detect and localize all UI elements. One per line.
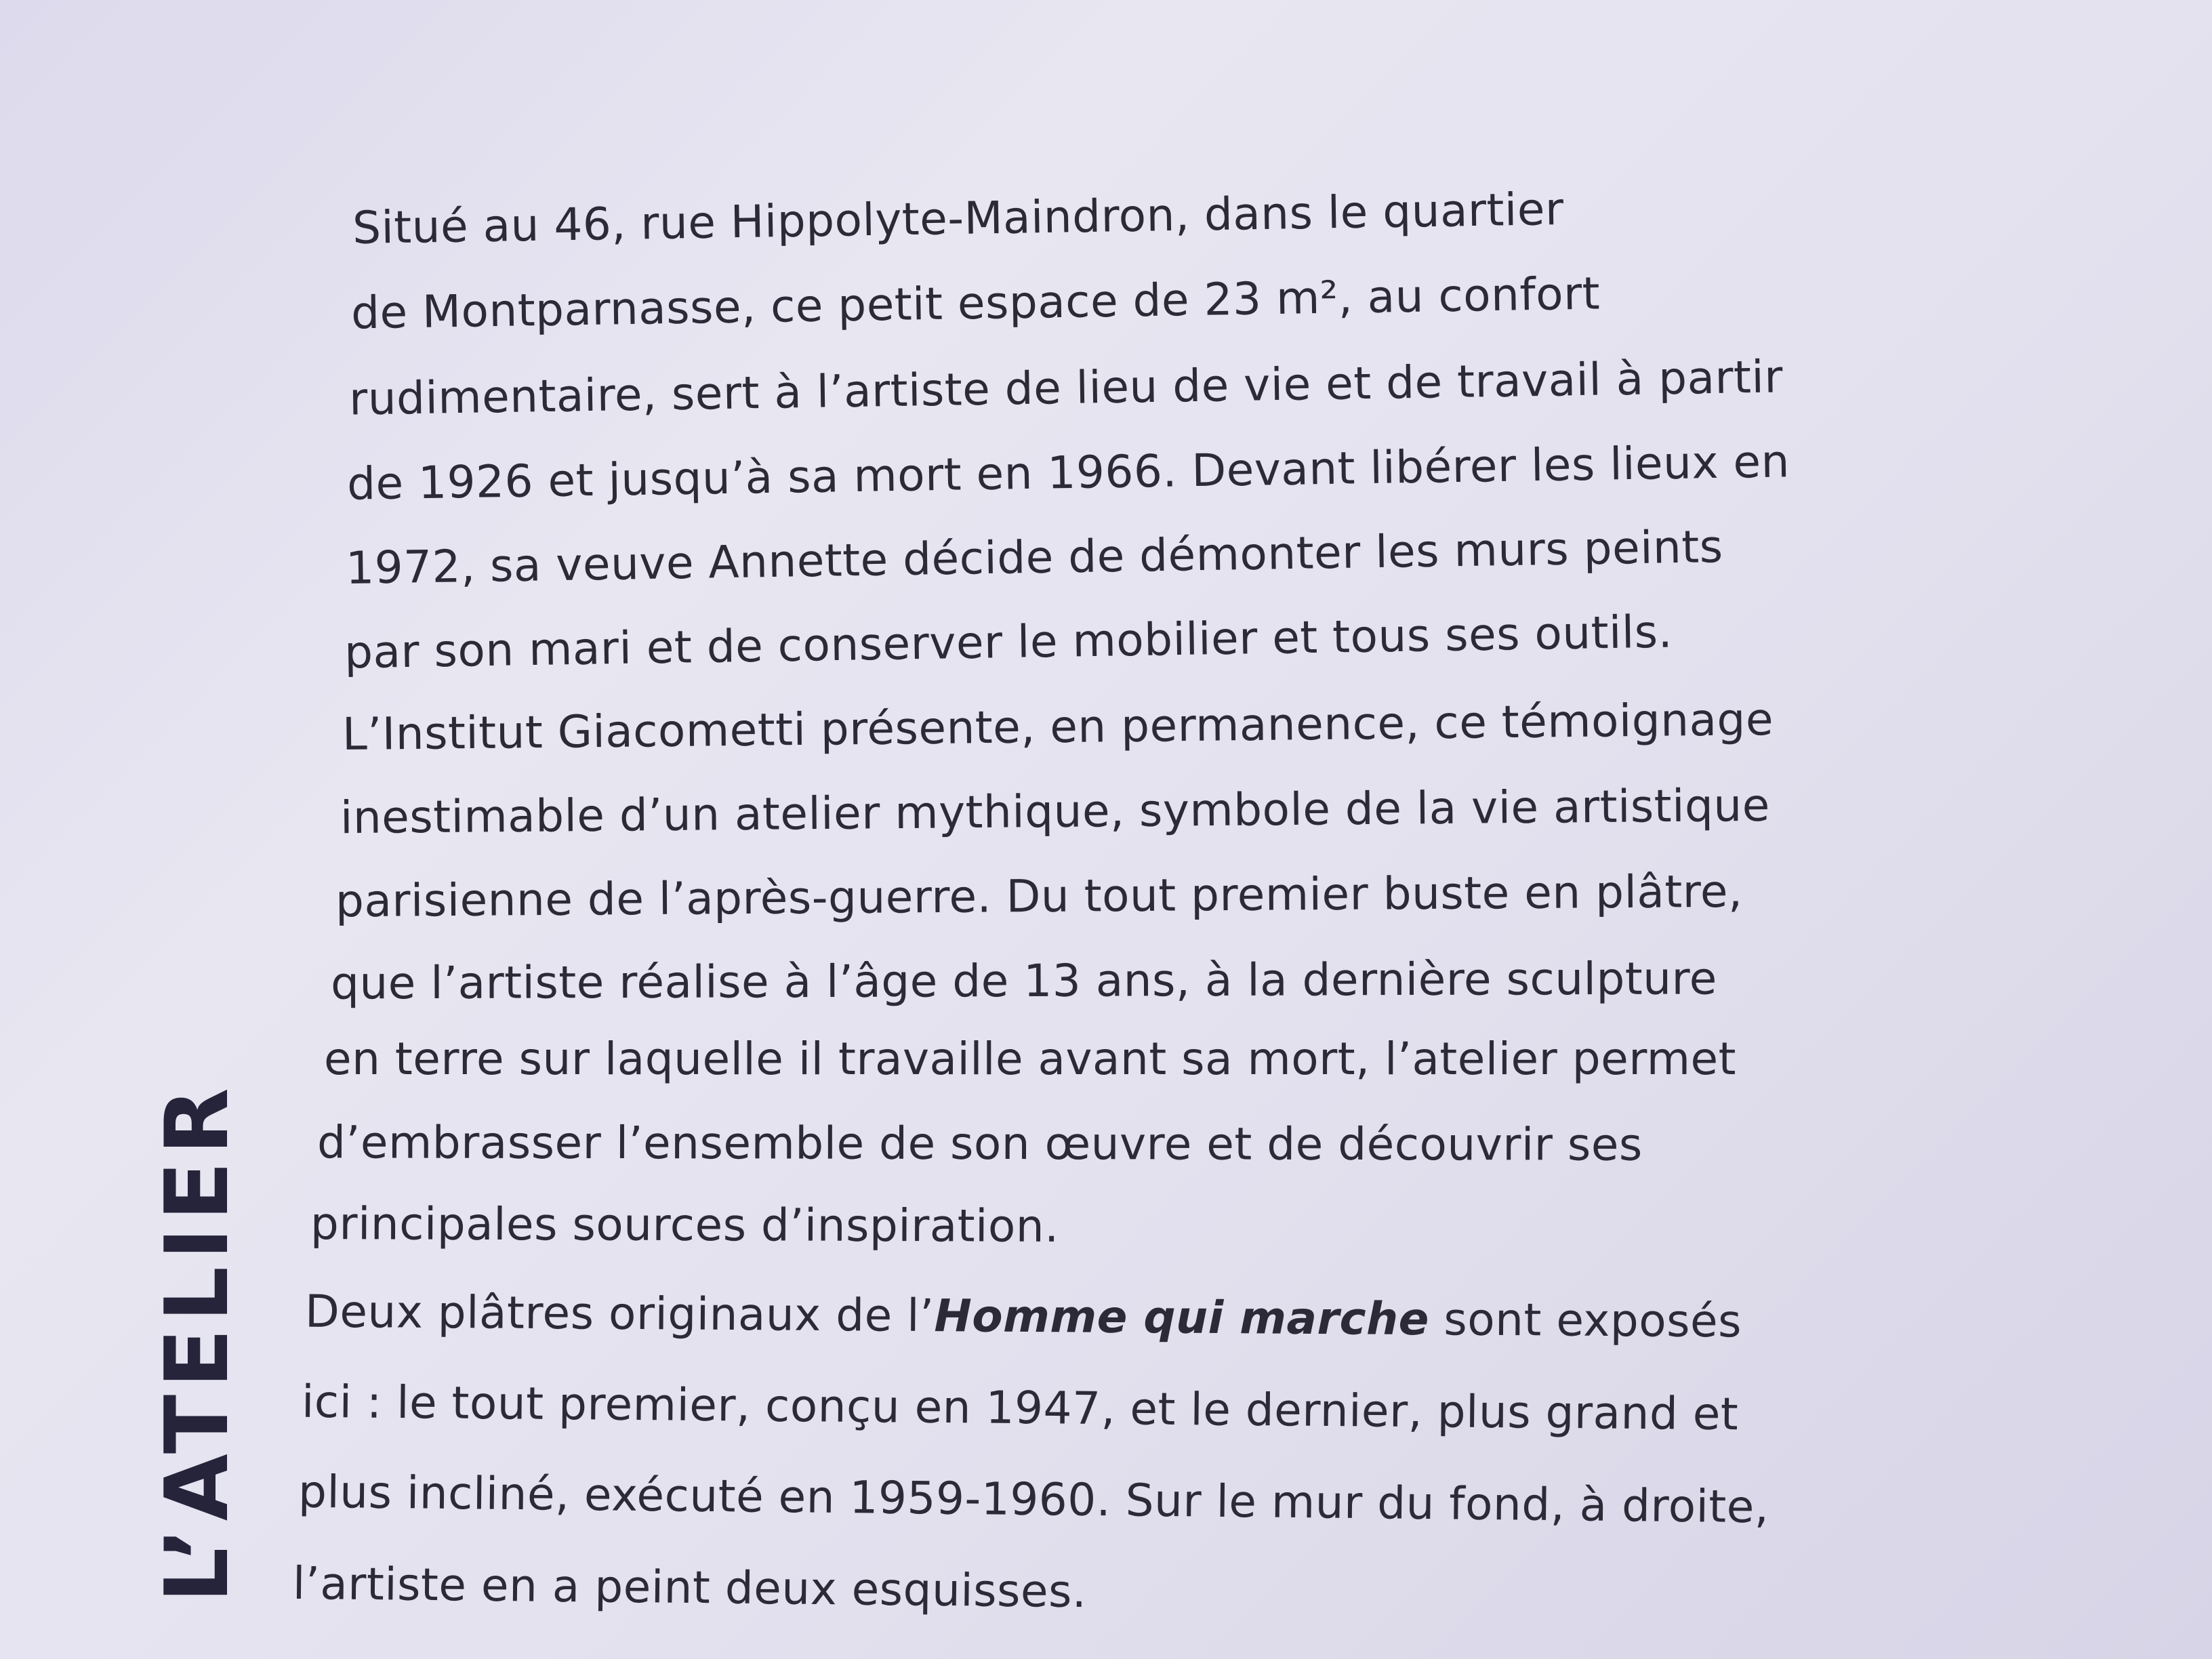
text-line: que l’artiste réalise à l’âge de 13 ans, à la dernière sculpture	[330, 952, 1717, 1010]
text-line-with-emphasis	[304, 1285, 1742, 1348]
text-line: 1972, sa veuve Annette décide de démonter les murs peints	[345, 520, 1724, 594]
text-line: rudimentaire, sert à l’artiste de lieu de vie et de travail à partir	[348, 350, 1784, 426]
text-line: de 1926 et jusqu’à sa mort en 1966. Devant libérer les lieux en	[346, 435, 1790, 510]
section-title: L’ATELIER	[147, 1081, 248, 1603]
text-line: parisienne de l’après-guerre. Du tout premier buste en plâtre,	[335, 865, 1743, 928]
text-line: inestimable d’un atelier mythique, symbole de la vie artistique	[340, 779, 1771, 844]
text-line: en terre sur laquelle il travaille avant sa mort, l’atelier permet	[324, 1033, 1737, 1085]
text-segment: sont exposés	[1429, 1293, 1742, 1348]
text-line: de Montparnasse, ce petit espace de 23 m², au confort	[350, 267, 1601, 340]
text-segment: Deux plâtres originaux de l’	[304, 1285, 935, 1343]
artwork-title: Homme qui marche	[934, 1290, 1430, 1346]
text-line: ici : le tout premier, conçu en 1947, et le dernier, plus grand et	[301, 1375, 1739, 1441]
text-line: d’embrasser l’ensemble de son œuvre et de découvrir ses	[316, 1116, 1643, 1171]
text-line: par son mari et de conserver le mobilier et tous ses outils.	[344, 605, 1673, 679]
text-line: Situé au 46, rue Hippolyte-Maindron, dans le quartier	[352, 182, 1565, 255]
text-line: principales sources d’inspiration.	[310, 1197, 1059, 1252]
text-line: plus incliné, exécuté en 1959-1960. Sur le mur du fond, à droite,	[298, 1465, 1769, 1534]
text-line: l’artiste en a peint deux esquisses.	[292, 1557, 1087, 1618]
text-line: L’Institut Giacometti présente, en permanence, ce témoignage	[342, 693, 1774, 761]
